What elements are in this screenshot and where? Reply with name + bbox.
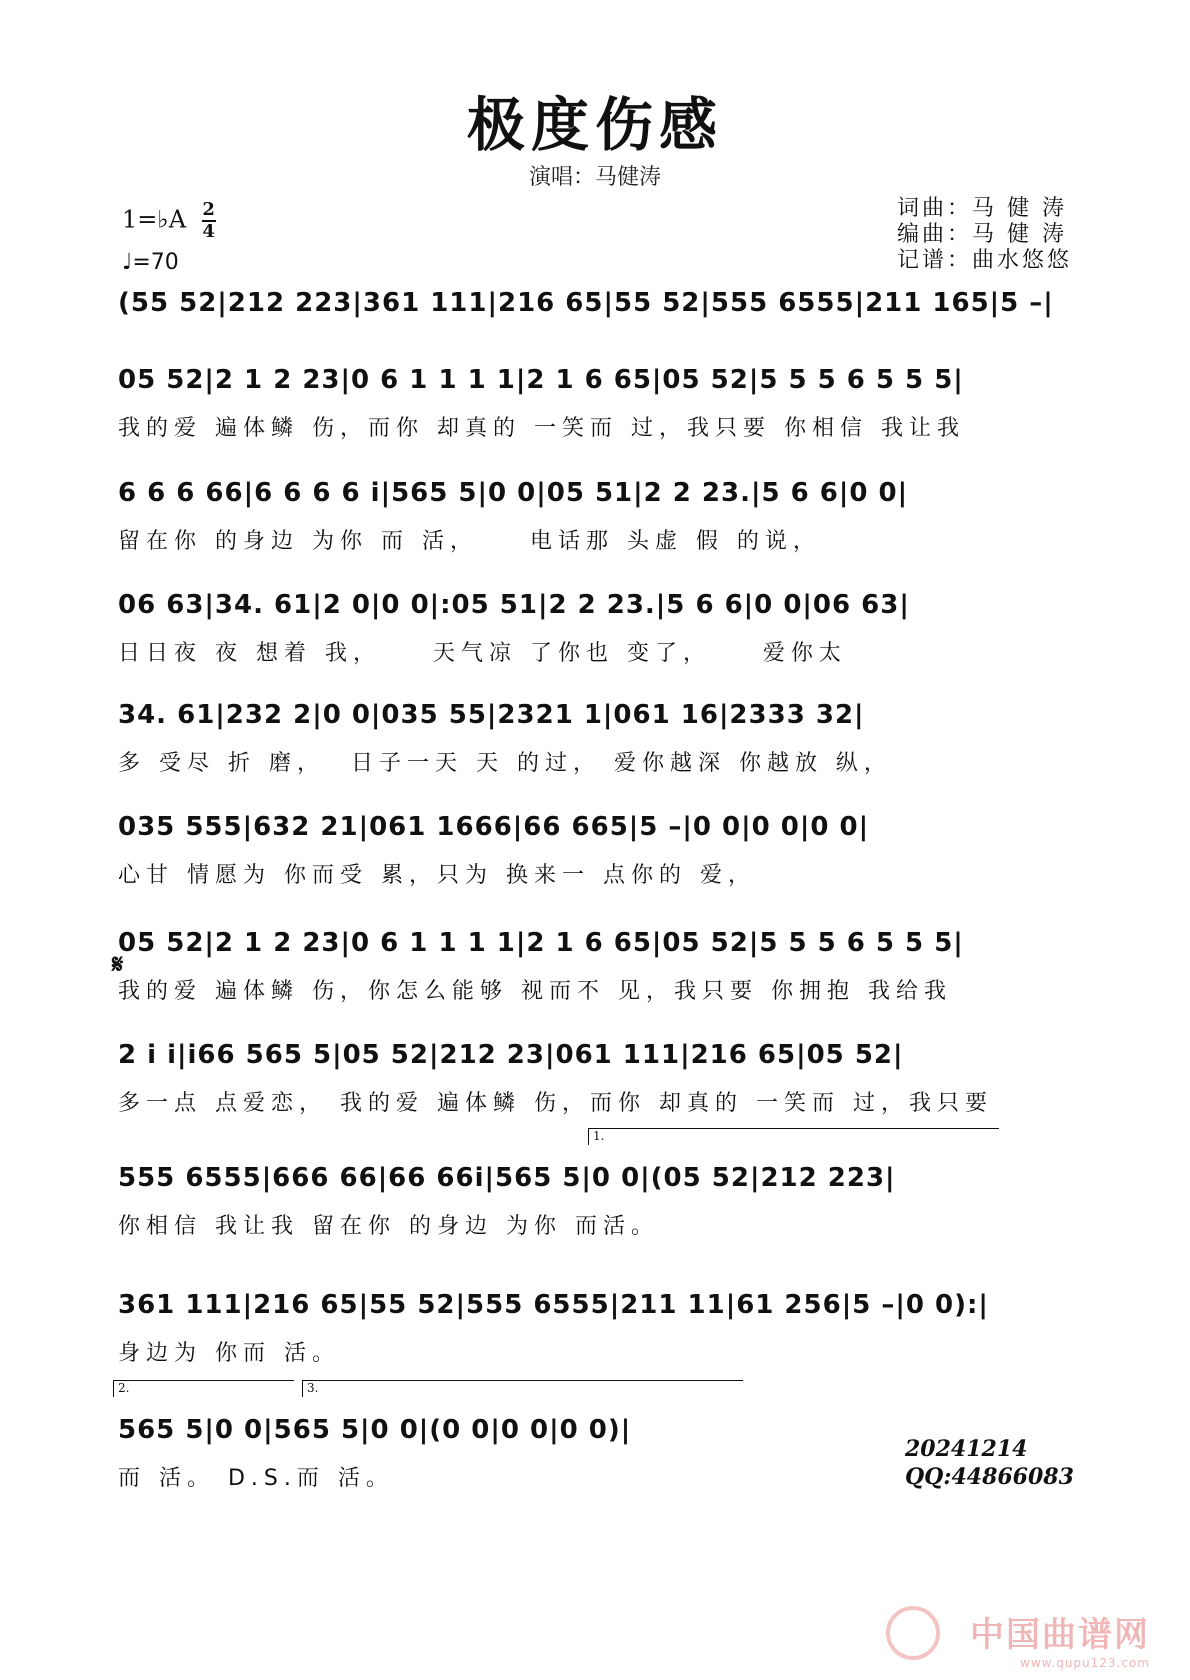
lyric-line: 多一点 点爱恋， 我的爱 遍体鳞 伤，而你 却真的 一笑而 过，我只要 bbox=[118, 1091, 993, 1116]
volta-first-ending bbox=[588, 1128, 999, 1145]
notation-line: (55 52|212 223|361 111|216 65|55 52|555 6555|211 165|5 –| bbox=[118, 288, 1054, 318]
watermark-name: 中国曲谱网 bbox=[970, 1615, 1150, 1655]
date-stamp: 20241214 bbox=[905, 1436, 1028, 1462]
lyric-line: 而 活。 D.S.而 活。 bbox=[118, 1466, 394, 1491]
watermark-logo-icon bbox=[886, 1606, 940, 1660]
segno-sign: 𝄋 bbox=[112, 950, 124, 980]
notation-line: 05 52|2 1 2 23|0 6 1 1 1 1|2 1 6 65|05 52|5 5 5 6 5 5 5| bbox=[118, 928, 964, 958]
tempo-mark: ♩=70 bbox=[122, 250, 179, 275]
notation-line: 6 6 6 66|6 6 6 6 i|565 5|0 0|05 51|2 2 23.|5 6 6|0 0| bbox=[118, 478, 909, 508]
key-label: 1=♭A bbox=[122, 205, 187, 234]
lyric-line: 日日夜 夜 想着 我， 天气凉 了你也 变了， 爱你太 bbox=[118, 641, 847, 666]
key-signature bbox=[122, 200, 216, 242]
credits-block bbox=[897, 196, 1072, 274]
notation-line: 361 111|216 65|55 52|555 6555|211 11|61 256|5 –|0 0):| bbox=[118, 1290, 989, 1320]
lyric-line: 我的爱 遍体鳞 伤，而你 却真的 一笑而 过，我只要 你相信 我让我 bbox=[118, 416, 965, 441]
notation-line: 34. 61|232 2|0 0|035 55|2321 1|061 16|2333 32| bbox=[118, 700, 865, 730]
lyric-line: 我的爱 遍体鳞 伤，你怎么能够 视而不 见，我只要 你拥抱 我给我 bbox=[118, 979, 952, 1004]
notation-line: 555 6555|666 66|66 66i|565 5|0 0|(05 52|212 223| bbox=[118, 1163, 896, 1193]
lyricist-credit: 词曲：马 健 涛 bbox=[896, 196, 1067, 221]
qq-stamp: QQ:44866083 bbox=[905, 1464, 1074, 1490]
time-top: 2 bbox=[202, 199, 215, 220]
volta-second-ending bbox=[113, 1380, 294, 1397]
volta-third-ending bbox=[302, 1380, 743, 1397]
transcriber-credit: 记谱：曲水悠悠 bbox=[896, 248, 1072, 273]
singer-credit: 演唱：马健涛 bbox=[528, 165, 661, 190]
notation-line: 06 63|34. 61|2 0|0 0|:05 51|2 2 23.|5 6 6|0 0|06 63| bbox=[118, 590, 910, 620]
lyric-line: 你相信 我让我 留在你 的身边 为你 而活。 bbox=[118, 1214, 659, 1239]
arranger-credit: 编曲：马 健 涛 bbox=[896, 222, 1067, 247]
lyric-line: 多 受尽 折 磨， 日子一天 天 的过， 爱你越深 你越放 纵， bbox=[118, 751, 892, 776]
notation-line: 035 555|632 21|061 1666|66 665|5 –|0 0|0 0|0 0| bbox=[118, 812, 870, 842]
lyric-line: 身边为 你而 活。 bbox=[118, 1341, 340, 1366]
watermark bbox=[970, 1607, 1150, 1670]
watermark-url: www.qupu123.com bbox=[1020, 1656, 1150, 1670]
volta-label: 1. bbox=[593, 1129, 605, 1143]
notation-line: 565 5|0 0|565 5|0 0|(0 0|0 0|0 0)| bbox=[118, 1415, 632, 1445]
song-title: 极度伤感 bbox=[466, 91, 723, 159]
volta-label: 3. bbox=[307, 1381, 319, 1395]
notation-line: 05 52|2 1 2 23|0 6 1 1 1 1|2 1 6 65|05 52|5 5 5 6 5 5 5| bbox=[118, 365, 964, 395]
time-bottom: 4 bbox=[202, 221, 215, 242]
notation-line: 2 i i|i66 565 5|05 52|212 23|061 111|216 65|05 52| bbox=[118, 1040, 904, 1070]
time-signature bbox=[202, 200, 216, 242]
lyric-line: 心甘 情愿为 你而受 累，只为 换来一 点你的 爱， bbox=[118, 863, 756, 888]
lyric-line: 留在你 的身边 为你 而 活， 电话那 头虚 假 的说， bbox=[118, 529, 821, 554]
volta-label: 2. bbox=[118, 1381, 130, 1395]
